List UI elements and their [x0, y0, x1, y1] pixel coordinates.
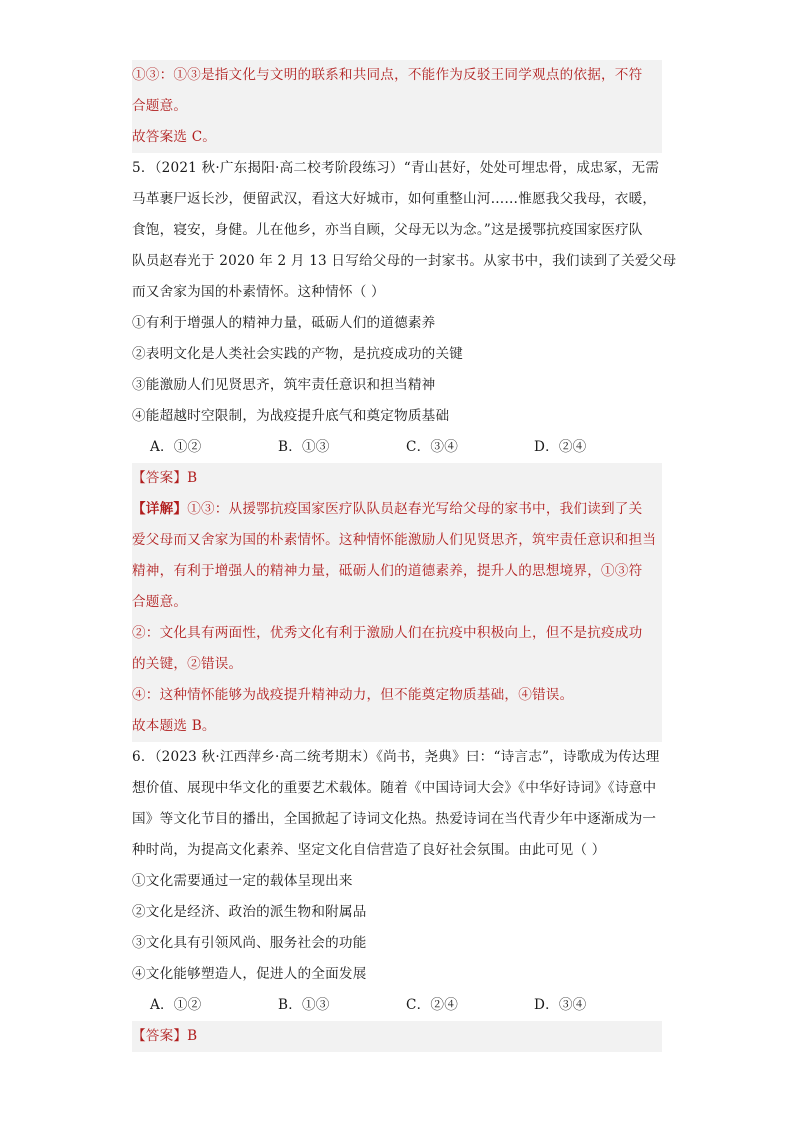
q6-stem-line-1: 6．（2023 秋·江西萍乡·高二统考期末）《尚书，尧典》曰：“诗言志”，诗歌成为传达理 [132, 749, 660, 765]
q5-detail-text-1: ①③：从援鄂抗疫国家医疗队队员赵春光写给父母的家书中，我们读到了关 [187, 501, 643, 517]
q5-stem-line-4: 队员赵春光于 2020 年 2 月 13 日写给父母的一封家书。从家书中，我们读到了关爱父母 [132, 253, 677, 269]
q5-stem-line-5: 而又舍家为国的朴素情怀。这种情怀（ ） [132, 284, 385, 300]
q6-stem-line-2: 想价值、展现中华文化的重要艺术载体。随着《中国诗词大会》《中华好诗词》《诗意中 [132, 780, 657, 796]
prev-conclusion: 故答案选 C。 [132, 122, 662, 153]
q5-option-a: A．①② [150, 439, 202, 455]
q5-item-3: ③能激励人们见贤思齐，筑牢责任意识和担当精神 [132, 377, 436, 393]
q5-options [132, 432, 662, 463]
q5-detail-line-5: ②：文化具有两面性，优秀文化有利于激励人们在抗疫中积极向上，但不是抗疫成功 [132, 618, 662, 649]
q5-option-d: D．②④ [534, 439, 587, 455]
q5-detail-tag: 【详解】 [132, 501, 188, 517]
q5-detail-line-4: 合题意。 [132, 587, 662, 618]
document-page [132, 60, 677, 1052]
q6-option-b: B．①③ [278, 997, 330, 1013]
q5-stem-line-2: 马革裹尸返长沙，便留武汉，看这大好城市，如何重整山河……惟愿我父我母，衣暖， [132, 191, 657, 207]
q5-item-2: ②表明文化是人类社会实践的产物，是抗疫成功的关键 [132, 346, 464, 362]
q5-option-c: C．③④ [406, 439, 458, 455]
q6-stem-line-3: 国》等文化节目的播出，全国掀起了诗词文化热。热爱诗词在当代青少年中逐渐成为一 [132, 811, 657, 827]
q6-option-a: A．①② [150, 997, 202, 1013]
q6-item-3: ③文化具有引领风尚、服务社会的功能 [132, 935, 367, 951]
q5-option-b: B．①③ [278, 439, 330, 455]
q6-option-c: C．②④ [406, 997, 458, 1013]
q5-item-1: ①有利于增强人的精神力量，砥砺人们的道德素养 [132, 315, 436, 331]
q5-detail-line-7: ④：这种情怀能够为战疫提升精神动力，但不能奠定物质基础，④错误。 [132, 680, 662, 711]
q5-detail-line-2: 爱父母而又舍家为国的朴素情怀。这种情怀能激励人们见贤思齐，筑牢责任意识和担当 [132, 525, 662, 556]
q5-item-4: ④能超越时空限制，为战疫提升底气和奠定物质基础 [132, 408, 450, 424]
q6-options [132, 990, 662, 1021]
q5-detail-line-6: 的关键，②错误。 [132, 649, 662, 680]
q5-stem-line-1: 5．（2021 秋·广东揭阳·高二校考阶段练习）“青山甚好，处处可埋忠骨，成忠冢，无需 [132, 160, 660, 176]
prev-explanation-line-1: ①③：①③是指文化与文明的联系和共同点，不能作为反驳王同学观点的依据，不符 [132, 60, 662, 91]
q6-stem-line-4: 种时尚，为提高文化素养、坚定文化自信营造了良好社会氛围。由此可见（ ） [132, 842, 606, 858]
q6-item-4: ④文化能够塑造人，促进人的全面发展 [132, 966, 367, 982]
q6-item-1: ①文化需要通过一定的载体呈现出来 [132, 873, 353, 889]
q5-conclusion: 故本题选 B。 [132, 711, 662, 742]
q6-answer: 【答案】B [132, 1021, 662, 1052]
q5-detail-line-1 [132, 494, 662, 525]
q5-answer: 【答案】B [132, 463, 662, 494]
q5-stem-line-3: 食饱，寝安，身健。儿在他乡，亦当自顾，父母无以为念。”这是援鄂抗疫国家医疗队 [132, 222, 643, 238]
prev-explanation-line-2: 合题意。 [132, 91, 662, 122]
q5-detail-line-3: 精神，有利于增强人的精神力量，砥砺人们的道德素养，提升人的思想境界，①③符 [132, 556, 662, 587]
q6-item-2: ②文化是经济、政治的派生物和附属品 [132, 904, 367, 920]
q6-option-d: D．③④ [534, 997, 587, 1013]
